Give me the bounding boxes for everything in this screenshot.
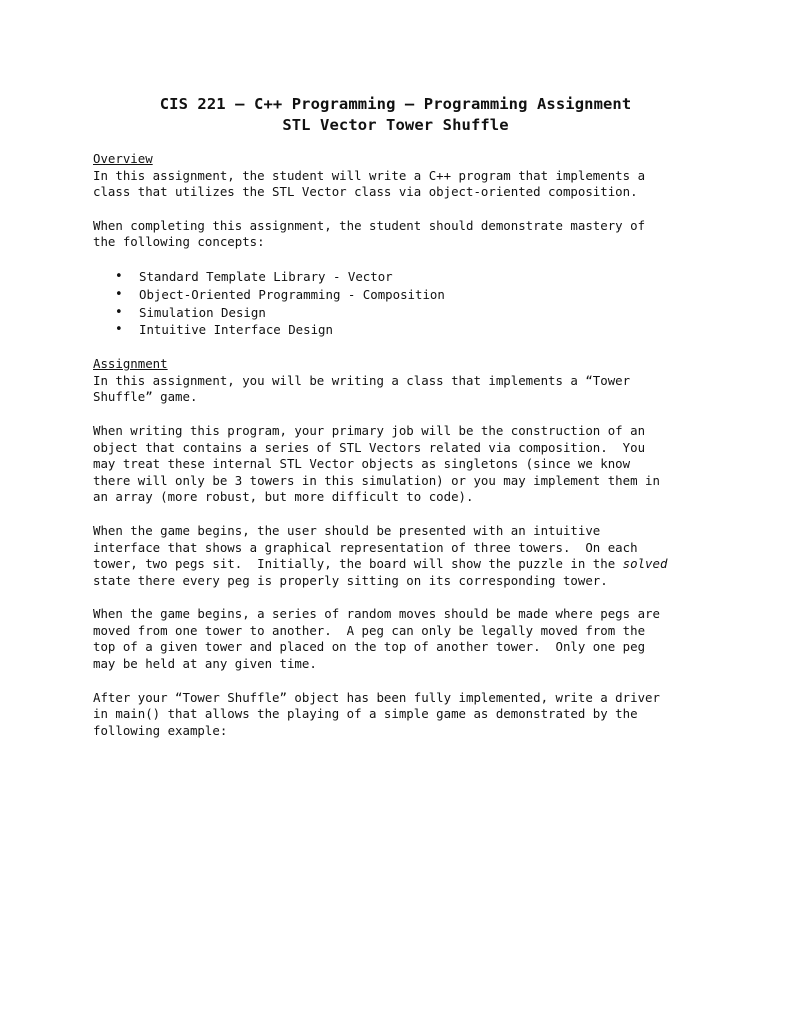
text-line: When writing this program, your primary job will be the construction of an — [93, 422, 646, 438]
text-line: When the game begins, the user should be presented with an intuitive — [93, 522, 601, 538]
text-line: Shuffle” game. — [93, 389, 198, 405]
text-segment: tower, two pegs sit. Initially, the board will show the puzzle in the — [93, 556, 623, 572]
assignment-heading: Assignment — [93, 356, 168, 372]
overview-paragraph — [93, 168, 733, 201]
list-item-label: Simulation Design — [139, 304, 266, 320]
text-line: In this assignment, you will be writing a class that implements a “Tower — [93, 372, 631, 388]
assignment-intro-paragraph — [93, 373, 733, 406]
bullet-icon: • — [115, 304, 123, 320]
text-line: in main() that allows the playing of a simple game as demonstrated by the — [93, 706, 638, 722]
list-item — [115, 321, 733, 339]
text-line: an array (more robust, but more difficult to code). — [93, 489, 474, 505]
list-item — [115, 304, 733, 322]
text-line: there will only be 3 towers in this simulation) or you may implement them in — [93, 472, 660, 488]
text-line: following example: — [93, 722, 228, 738]
text-line: may be held at any given time. — [93, 656, 317, 672]
interface-paragraph — [93, 523, 733, 589]
text-line: state there every peg is properly sitting on its corresponding tower. — [93, 572, 608, 588]
list-item-label: Intuitive Interface Design — [139, 322, 333, 338]
construction-paragraph — [93, 423, 733, 506]
text-line: may treat these internal STL Vector objects as singletons (since we know — [93, 456, 631, 472]
text-line — [93, 556, 733, 573]
list-item — [115, 286, 733, 304]
overview-heading: Overview — [93, 151, 153, 166]
solved-term: solved — [622, 556, 668, 572]
text-line: When the game begins, a series of random moves should be made where pegs are — [93, 606, 660, 622]
text-line: object that contains a series of STL Vectors related via composition. You — [93, 439, 646, 455]
list-item-label: Standard Template Library - Vector — [139, 268, 393, 284]
text-line: the following concepts: — [93, 234, 265, 250]
bullet-icon: • — [115, 268, 123, 284]
text-line: After your “Tower Shuffle” object has been fully implemented, write a driver — [93, 689, 660, 705]
text-line: class that utilizes the STL Vector class via object-oriented composition. — [93, 184, 638, 200]
concepts-list — [93, 268, 733, 339]
list-item-label: Object-Oriented Programming - Composition — [139, 286, 445, 302]
text-line: interface that shows a graphical representation of three towers. On each — [93, 539, 638, 555]
text-line: When completing this assignment, the student should demonstrate mastery of — [93, 217, 646, 233]
text-line: In this assignment, the student will write a C++ program that implements a — [93, 167, 646, 183]
document-subtitle: STL Vector Tower Shuffle — [282, 116, 509, 134]
driver-paragraph — [93, 690, 733, 740]
document-title: CIS 221 – C++ Programming – Programming Assignment — [159, 95, 632, 113]
document-body — [93, 151, 733, 739]
list-item — [115, 268, 733, 286]
bullet-icon: • — [115, 322, 123, 338]
mastery-paragraph — [93, 218, 733, 251]
bullet-icon: • — [115, 286, 123, 302]
assignment-section — [93, 356, 733, 739]
overview-section — [93, 151, 733, 339]
random-moves-paragraph — [93, 606, 733, 672]
text-line: moved from one tower to another. A peg can only be legally moved from the — [93, 622, 646, 638]
text-line: top of a given tower and placed on the top of another tower. Only one peg — [93, 639, 646, 655]
